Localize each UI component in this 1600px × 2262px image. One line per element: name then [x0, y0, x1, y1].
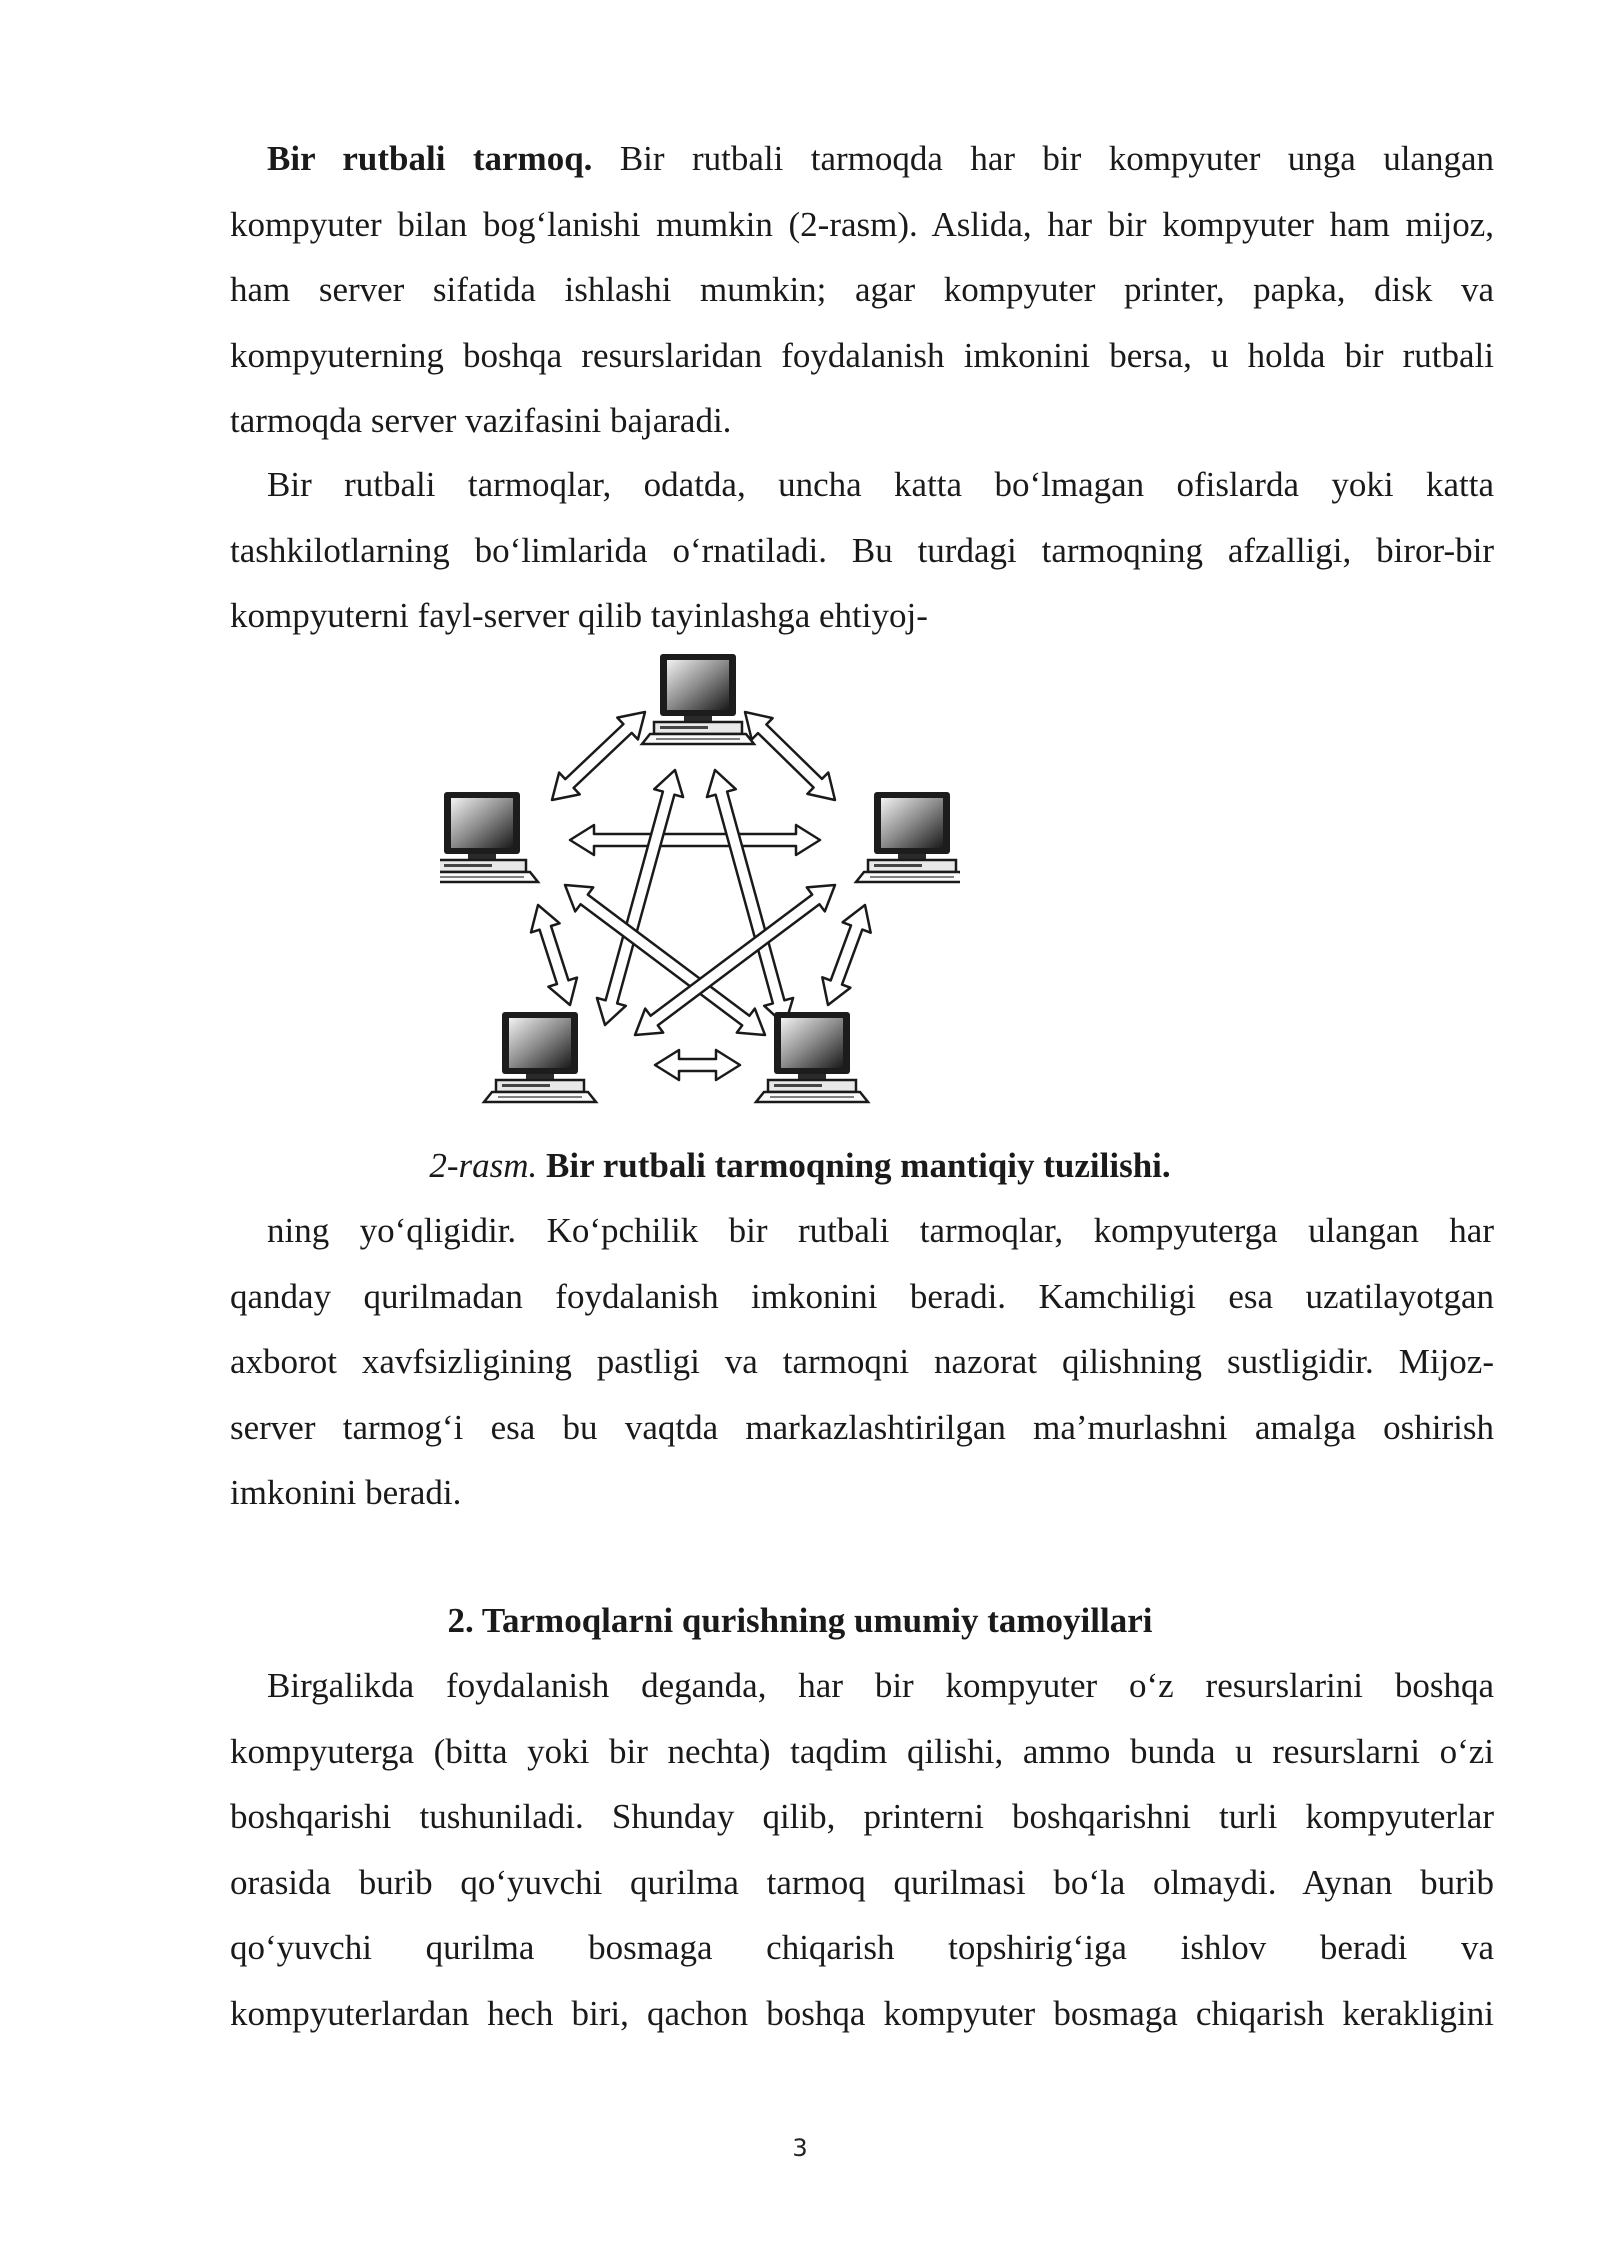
- paragraph-peer-network-pros-cons: [230, 1198, 1494, 1526]
- computer-icon: [440, 792, 538, 882]
- computer-icon: [484, 1012, 596, 1102]
- double-arrow: [655, 1050, 740, 1080]
- page-number: 3: [792, 2134, 808, 2162]
- text-line: orasida burib qo‘yuvchi qurilma tarmoq qurilmasi bo‘la olmaydi. Aynan burib: [230, 1862, 1494, 1902]
- double-arrow: [597, 770, 683, 1025]
- text-line: qo‘yuvchi qurilma bosmaga chiqarish topshirig‘iga ishlov beradi va: [230, 1928, 1494, 1967]
- figure-caption: [0, 1133, 1600, 1198]
- text-line: Bir rutbali tarmoqlar, odatda, uncha katta bo‘lmagan ofislarda yoki katta: [267, 465, 1494, 504]
- caption-title: Bir rutbali tarmoqning mantiqiy tuzilishi.: [546, 1146, 1171, 1185]
- text-line: kompyuterlardan hech biri, qachon boshqa kompyuter bosmaga chiqarish kerakligini: [230, 1993, 1494, 2033]
- text-line: kompyuter bilan bog‘lanishi mumkin (2-rasm). Aslida, har bir kompyuter ham mijoz,: [230, 204, 1494, 244]
- text-line: axborot xavfsizligining pastligi va tarmoqni nazorat qilishning sustligidir. Mijoz-: [230, 1342, 1494, 1381]
- double-arrow: [531, 905, 577, 1005]
- lead-term: Bir rutbali tarmoq.: [267, 139, 593, 178]
- text-line: kompyuterga (bitta yoki bir nechta) taqdim qilishi, ammo bunda u resurslarni o‘zi: [230, 1731, 1494, 1771]
- computer-icon: [756, 1012, 868, 1102]
- paragraph-peer-network-usage: [230, 452, 1494, 649]
- caption-label: 2-rasm.: [429, 1146, 538, 1185]
- text-line: tarmoqda server vazifasini bajaradi.: [230, 401, 732, 440]
- double-arrow: [745, 712, 835, 800]
- text-line: boshqarishi tushuniladi. Shunday qilib, printerni boshqarishni turli kompyuterlar: [230, 1797, 1494, 1836]
- double-arrow: [822, 905, 870, 1005]
- text-line: kompyuterni fayl-server qilib tayinlashga ehtiyoj-: [230, 596, 928, 635]
- paragraph-shared-resources: [230, 1653, 1494, 2046]
- double-arrow: [570, 825, 820, 855]
- text-line: Bir rutbali tarmoq. Bir rutbali tarmoqda har bir kompyuter unga ulangan: [267, 139, 1494, 178]
- peer-network-diagram: [440, 650, 960, 1130]
- text-line: qanday qurilmadan foydalanish imkonini beradi. Kamchiligi esa uzatilayotgan: [230, 1276, 1494, 1316]
- text-line: ning yo‘qligidir. Ko‘pchilik bir rutbali tarmoqlar, kompyuterga ulangan har: [267, 1211, 1494, 1250]
- text-line: server tarmog‘i esa bu vaqtda markazlashtirilgan ma’murlashni amalga oshirish: [230, 1407, 1494, 1447]
- double-arrow: [707, 770, 793, 1025]
- text-line: imkonini beradi.: [230, 1473, 462, 1512]
- text-line: ham server sifatida ishlashi mumkin; agar kompyuter printer, papka, disk va: [230, 270, 1494, 309]
- text-line: kompyuterning boshqa resurslaridan foydalanish imkonini bersa, u holda bir rutbali: [230, 335, 1494, 375]
- section-heading: 2. Tarmoqlarni qurishning umumiy tamoyillari: [447, 1601, 1153, 1640]
- computer-icon: [856, 792, 960, 882]
- text-line: tashkilotlarning bo‘limlarida o‘rnatiladi. Bu turdagi tarmoqning afzalligi, biror-bir: [230, 530, 1494, 570]
- paragraph-peer-network-intro: [230, 126, 1494, 454]
- computer-icon: [642, 654, 754, 744]
- double-arrow: [552, 712, 645, 800]
- text-line: Birgalikda foydalanish deganda, har bir kompyuter o‘z resurslarini boshqa: [267, 1666, 1494, 1705]
